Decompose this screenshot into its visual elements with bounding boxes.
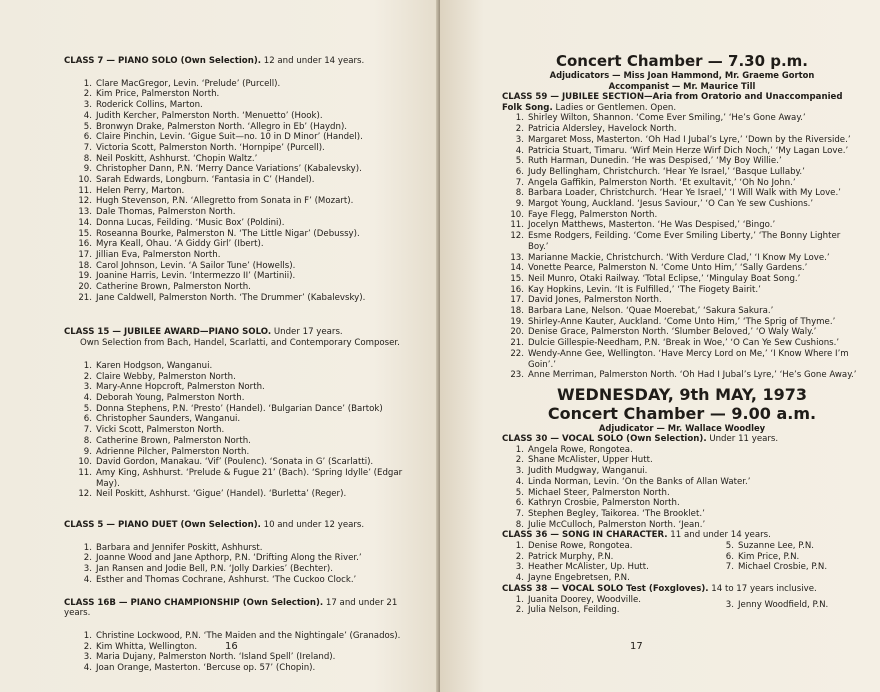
list-item: [502, 253, 862, 264]
list-item: [64, 186, 414, 197]
page-number-right: 17: [630, 641, 643, 652]
entry-text: Jenny Woodfield, P.N.: [738, 599, 829, 610]
entry-text: Kay Hopkins, Levin. ‘It is Fulfilled,’ ‘The Fiogety Bairit.’: [528, 284, 761, 295]
entry-text: Clare MacGregor, Levin. ‘Prelude’ (Purcell).: [96, 78, 281, 89]
entry-number: 4.: [515, 476, 524, 487]
two-column-list: [502, 595, 862, 616]
entry-text: Julie McCulloch, Palmerston North. ‘Jean.’: [528, 519, 706, 530]
entry-text: Catherine Brown, Palmerston North.: [96, 435, 251, 446]
list-item: [64, 132, 414, 143]
list-item: [502, 306, 862, 317]
entry-text: Kim Price, P.N.: [738, 551, 800, 562]
entry-number: 6.: [725, 551, 734, 562]
entry-number: 16.: [78, 239, 92, 250]
list-item: [502, 605, 712, 616]
session-title-evening: Concert Chamber — 7.30 p.m.: [555, 52, 809, 70]
list-item: [64, 111, 414, 122]
entry-number: 17.: [78, 249, 92, 260]
list-item: [64, 447, 414, 458]
entry-text: Michael Crosbie, P.N.: [738, 562, 828, 573]
entry-text: Carol Johnson, Levin. ‘A Sailor Tune’ (Howells).: [96, 260, 296, 271]
list-item: [64, 489, 414, 500]
list-item: [64, 207, 414, 218]
entry-number: 2.: [83, 641, 92, 652]
class-heading: CLASS 38 — VOCAL SOLO Test (Foxgloves). 14 to 17 years inclusive.: [502, 583, 817, 594]
entry-number: 3.: [83, 652, 92, 663]
list-item: [502, 455, 862, 466]
entry-number: 6.: [83, 414, 92, 425]
entry-number: 19.: [510, 316, 524, 327]
entry-text: Esther and Thomas Cochrane, Ashhurst. ‘The Cuckoo Clock.’: [96, 574, 357, 585]
entry-number: 1.: [83, 360, 92, 371]
entry-number: 5.: [515, 156, 524, 167]
list-item: [502, 178, 862, 189]
list-item: [502, 295, 862, 306]
accompanist-line: Accompanist — Mr. Maurice Till: [608, 81, 756, 91]
entry-text: Amy King, Ashhurst. ‘Prelude & Fugue 21’ (Bach). ‘Spring Idylle’ (Edgar May).: [96, 467, 403, 489]
list-item: [502, 349, 862, 370]
list-item: [502, 338, 862, 349]
entry-text: Christopher Dann, P.N. ‘Merry Dance Variations’ (Kabalevsky).: [96, 164, 362, 175]
entry-text: Helen Perry, Marton.: [96, 185, 185, 196]
entry-number: 9.: [515, 199, 524, 210]
entry-number: 8.: [83, 153, 92, 164]
class-heading: CLASS 5 — PIANO DUET (Own Selection). 10 and under 12 years.: [64, 520, 365, 531]
entry-number: 4.: [83, 392, 92, 403]
entry-text: Anne Merriman, Palmerston North. ‘Oh Had I Jubal’s Lyre,’ ‘He’s Gone Away.’: [528, 370, 857, 381]
entry-text: Neil Poskitt, Ashhurst. ‘Gigue’ (Handel). ‘Burletta’ (Reger).: [96, 489, 347, 500]
right-page-content: [502, 52, 862, 616]
entry-number: 1.: [83, 78, 92, 89]
entry-number: 9.: [83, 446, 92, 457]
entry-text: Mary-Anne Hopcroft, Palmerston North.: [96, 382, 265, 393]
list-item: [502, 220, 862, 231]
list-item: [502, 285, 862, 296]
entry-text: Angela Gaffikin, Palmerston North. ‘Et exultavit,’ ‘Oh No John.’: [528, 177, 796, 188]
list-item: [64, 663, 414, 674]
list-item: [712, 600, 862, 611]
class-heading: CLASS 16B — PIANO CHAMPIONSHIP (Own Selection). 17 and under 21 years.: [64, 597, 398, 619]
entry-number: 22.: [510, 348, 524, 359]
entry-number: 10.: [78, 175, 92, 186]
entry-number: 6.: [515, 166, 524, 177]
list-item: [502, 445, 862, 456]
list-item: [502, 466, 862, 477]
entry-number: 12.: [78, 196, 92, 207]
list-item: [502, 210, 862, 221]
entry-text: Kathryn Crosbie, Palmerston North.: [528, 498, 680, 509]
entry-text: Marianne Mackie, Christchurch. ‘With Verdure Clad,’ ‘I Know My Love.’: [528, 252, 830, 263]
entry-number: 1.: [515, 541, 524, 552]
list-item: [502, 146, 862, 157]
entry-number: 5.: [515, 487, 524, 498]
entry-number: 7.: [515, 177, 524, 188]
entry-list: [64, 79, 414, 304]
entry-text: Judith Kercher, Palmerston North. ‘Menuetto’ (Hook).: [96, 110, 323, 121]
entry-number: 3.: [515, 466, 524, 477]
entry-list: [502, 113, 862, 381]
list-item: [502, 188, 862, 199]
list-item: [502, 573, 712, 584]
list-item: [64, 404, 414, 415]
entry-text: Shirley Wilton, Shannon. ‘Come Ever Smiling,’ ‘He’s Gone Away.’: [528, 113, 806, 124]
entry-number: 4.: [83, 110, 92, 121]
entry-number: 21.: [78, 292, 92, 303]
entry-text: Donna Lucas, Feilding. ‘Music Box’ (Poldini).: [96, 217, 285, 228]
entry-number: 23.: [510, 370, 524, 381]
list-item: [64, 89, 414, 100]
list-item: [502, 135, 862, 146]
entry-text: Barbara Lane, Nelson. ‘Quae Moerebat,’ ‘Sakura Sakura.’: [528, 306, 774, 317]
entry-number: 5.: [83, 403, 92, 414]
entry-text: Judith Mudgway, Wanganui.: [528, 466, 648, 477]
entry-text: Dale Thomas, Palmerston North.: [96, 207, 236, 218]
entry-number: 16.: [510, 284, 524, 295]
entry-number: 4.: [515, 573, 524, 584]
list-item: [64, 271, 414, 282]
entry-text: Joanne Wood and Jane Apthorp, P.N. ‘Drifting Along the River.’: [96, 553, 362, 564]
list-item: [64, 282, 414, 293]
list-item: [64, 543, 414, 554]
list-item: [502, 199, 862, 210]
list-item: [502, 263, 862, 274]
list-item: [502, 274, 862, 285]
entry-number: 3.: [515, 562, 524, 573]
list-item: [502, 167, 862, 178]
entry-number: 12.: [78, 489, 92, 500]
entry-text: Joan Orange, Masterton. ‘Bercuse op. 57’ (Chopin).: [96, 663, 316, 674]
list-item: [64, 631, 414, 642]
entry-number: 19.: [78, 271, 92, 282]
entry-text: Jocelyn Matthews, Masterton. ‘He Was Despised,’ ‘Bingo.’: [528, 220, 776, 231]
list-item: [502, 156, 862, 167]
list-item: [64, 564, 414, 575]
entry-number: 5.: [83, 121, 92, 132]
entry-text: Catherine Brown, Palmerston North.: [96, 282, 251, 293]
entry-text: Faye Flegg, Palmerston North.: [528, 209, 658, 220]
list-item: [64, 229, 414, 240]
entry-number: 2.: [515, 455, 524, 466]
entry-number: 1.: [83, 630, 92, 641]
entry-number: 10.: [510, 209, 524, 220]
entry-number: 1.: [515, 594, 524, 605]
list-item: [64, 468, 414, 489]
entry-text: Hugh Stevenson, P.N. ‘Allegretto from Sonata in F’ (Mozart).: [96, 196, 354, 207]
entry-number: 3.: [83, 564, 92, 575]
entry-list-col1: [502, 541, 712, 584]
list-item: [712, 562, 862, 573]
list-item: [64, 414, 414, 425]
entry-text: Denise Grace, Palmerston North. ‘Slumber Beloved,’ ‘O Waly Waly.’: [528, 327, 817, 338]
entry-text: Esme Rodgers, Feilding. ‘Come Ever Smiling Liberty,’ ‘The Bonny Lighter Boy.’: [528, 231, 841, 252]
list-item: [64, 122, 414, 133]
entry-number: 7.: [83, 142, 92, 153]
list-item: [64, 575, 414, 586]
list-item: [64, 652, 414, 663]
list-item: [64, 261, 414, 272]
entry-list: [64, 631, 414, 674]
entry-text: Claire Webby, Palmerston North.: [96, 371, 236, 382]
entry-text: Shane McAlister, Upper Hutt.: [528, 455, 653, 466]
entry-number: 3.: [83, 100, 92, 111]
entry-text: Adrienne Pilcher, Palmerston North.: [96, 446, 250, 457]
two-column-list: [502, 541, 862, 584]
list-item: [502, 327, 862, 338]
entry-text: Roseanna Bourke, Palmerston N. ‘The Little Nigar’ (Debussy).: [96, 228, 360, 239]
entry-number: 11.: [510, 220, 524, 231]
list-item: [64, 79, 414, 90]
entry-text: Roderick Collins, Marton.: [96, 100, 203, 111]
entry-text: Juanita Doorey, Woodville.: [528, 594, 641, 605]
list-item: [502, 113, 862, 124]
entry-number: 4.: [83, 574, 92, 585]
entry-number: 3.: [725, 599, 734, 610]
class-heading: CLASS 15 — JUBILEE AWARD—PIANO SOLO. Under 17 years.: [64, 327, 343, 338]
list-item: [502, 595, 712, 606]
list-item: [64, 175, 414, 186]
list-item: [502, 488, 862, 499]
class-heading: CLASS 7 — PIANO SOLO (Own Selection). 12 and under 14 years.: [64, 56, 365, 66]
entry-number: 20.: [78, 282, 92, 293]
entry-text: Bronwyn Drake, Palmerston North. ‘Allegro in Eb’ (Haydn).: [96, 121, 348, 132]
entry-text: Donna Stephens, P.N. ‘Presto’ (Handel). ‘Bulgarian Dance’ (Bartok): [96, 403, 383, 414]
list-item: [64, 239, 414, 250]
list-item: [712, 552, 862, 563]
entry-text: Claire Pinchin, Levin. ‘Gigue Suit—no. 10 in D Minor’ (Handel).: [96, 132, 363, 143]
entry-text: Vonette Pearce, Palmerston N. ‘Come Unto Him,’ ‘Sally Gardens.’: [528, 263, 808, 274]
right-page: [440, 0, 880, 692]
entry-number: 14.: [510, 263, 524, 274]
entry-number: 18.: [78, 260, 92, 271]
entry-text: Karen Hodgson, Wanganui.: [96, 360, 213, 371]
entry-text: Shirley-Anne Kauter, Auckland. ‘Come Unto Him,’ ‘The Sprig of Thyme.’: [528, 316, 836, 327]
entry-number: 4.: [83, 663, 92, 674]
entry-text: Wendy-Anne Gee, Wellington. ‘Have Mercy Lord on Me,’ ‘I Know Where I’m Goin’.’: [528, 348, 849, 370]
entry-number: 6.: [83, 132, 92, 143]
entry-number: 3.: [83, 382, 92, 393]
list-item: [64, 372, 414, 383]
class-heading: CLASS 59 — JUBILEE SECTION—Aria from Oratorio and Unaccompanied Folk Song. Ladies or Gentlemen. Open.: [502, 92, 843, 113]
entry-text: Linda Norman, Levin. ‘On the Banks of Allan Water.’: [528, 476, 751, 487]
entry-text: Ruth Harman, Dunedin. ‘He was Despised,’ ‘My Boy Willie.’: [528, 156, 782, 167]
entry-number: 5.: [725, 541, 734, 552]
entry-number: 1.: [83, 542, 92, 553]
entry-text: Margaret Moss, Masterton. ‘Oh Had I Jubal’s Lyre,’ ‘Down by the Riverside.’: [528, 134, 851, 145]
entry-number: 1.: [515, 113, 524, 124]
list-item: [502, 498, 862, 509]
entry-text: Stephen Begley, Taikorea. ‘The Brooklet.’: [528, 508, 705, 519]
entry-text: Julia Nelson, Feilding.: [528, 605, 620, 616]
entry-list-col1: [502, 595, 712, 616]
entry-text: Deborah Young, Palmerston North.: [96, 392, 245, 403]
entry-text: Patricia Aldersley, Havelock North.: [528, 124, 677, 135]
entry-number: 13.: [78, 207, 92, 218]
list-item: [64, 553, 414, 564]
list-item: [64, 393, 414, 404]
entry-number: 14.: [78, 217, 92, 228]
entry-list: [64, 361, 414, 500]
left-page-content: [64, 56, 414, 674]
entry-number: 20.: [510, 327, 524, 338]
list-item: [64, 100, 414, 111]
entry-number: 12.: [510, 231, 524, 242]
entry-number: 2.: [83, 89, 92, 100]
list-item: [502, 509, 862, 520]
entry-number: 8.: [515, 188, 524, 199]
entry-text: Jan Ransen and Jodie Bell, P.N. ‘Jolly Darkies’ (Bechter).: [96, 564, 333, 575]
entry-number: 10.: [78, 457, 92, 468]
list-item: [502, 477, 862, 488]
page-number-left: 16: [225, 641, 238, 652]
list-item: [64, 425, 414, 436]
list-item: [502, 231, 862, 252]
entry-text: Judy Bellingham, Christchurch. ‘Hear Ye Israel,’ ‘Basque Lullaby.’: [528, 166, 805, 177]
entry-number: 2.: [83, 553, 92, 564]
entry-text: Patricia Stuart, Timaru. ‘Wirf Mein Herze Wirf Dich Noch,’ ‘My Lagan Love.’: [528, 145, 849, 156]
entry-text: Barbara and Jennifer Poskitt, Ashhurst.: [96, 542, 263, 553]
entry-list: [64, 543, 414, 586]
list-item: [712, 541, 862, 552]
entry-number: 13.: [510, 252, 524, 263]
list-item: [64, 143, 414, 154]
entry-number: 1.: [515, 444, 524, 455]
entry-text: Christine Lockwood, P.N. ‘The Maiden and the Nightingale’ (Granados).: [96, 630, 401, 641]
class-heading: CLASS 36 — SONG IN CHARACTER. 11 and under 14 years.: [502, 530, 771, 541]
entry-text: Patrick Murphy, P.N.: [528, 551, 614, 562]
entry-number: 2.: [515, 551, 524, 562]
entry-text: Myra Keall, Ohau. ‘A Giddy Girl’ (Ibert).: [96, 239, 264, 250]
entry-number: 11.: [78, 467, 92, 478]
entry-number: 7.: [515, 508, 524, 519]
entry-number: 21.: [510, 338, 524, 349]
adjudicator-line: Adjudicator — Mr. Wallace Woodley: [598, 422, 766, 433]
entry-number: 11.: [78, 185, 92, 196]
entry-number: 3.: [515, 134, 524, 145]
list-item: [64, 642, 414, 653]
entry-number: 15.: [78, 228, 92, 239]
entry-number: 2.: [515, 124, 524, 135]
adjudicators-line: Adjudicators — Miss Joan Hammond, Mr. Graeme Gorton: [549, 70, 815, 80]
session-date: WEDNESDAY, 9th MAY, 1973: [556, 384, 808, 404]
entry-text: Joanine Harris, Levin. ‘Intermezzo II’ (Martinii).: [96, 271, 296, 282]
entry-list: [502, 445, 862, 531]
list-item: [64, 457, 414, 468]
entry-text: David Jones, Palmerston North.: [528, 295, 662, 306]
entry-number: 2.: [83, 371, 92, 382]
entry-text: Sarah Edwards, Longburn. ‘Fantasia in C’ (Handel).: [96, 175, 315, 186]
entry-text: Jillian Eva, Palmerston North.: [96, 249, 221, 260]
entry-number: 7.: [725, 562, 734, 573]
entry-text: Michael Steer, Palmerston North.: [528, 487, 670, 498]
entry-text: Heather McAlister, Up. Hutt.: [528, 562, 649, 573]
list-item: [64, 361, 414, 372]
entry-text: Kim Whitta, Wellington.: [96, 641, 198, 652]
entry-text: Suzanne Lee, P.N.: [738, 541, 814, 552]
list-item: [502, 520, 862, 531]
list-item: [64, 436, 414, 447]
list-item: [502, 541, 712, 552]
entry-number: 8.: [83, 435, 92, 446]
entry-number: 8.: [515, 519, 524, 530]
entry-text: Margot Young, Auckland. ‘Jesus Saviour,’ ‘O Can Ye sew Cushions.’: [528, 199, 814, 210]
list-item: [64, 196, 414, 207]
entry-number: 4.: [515, 145, 524, 156]
list-item: [502, 562, 712, 573]
entry-number: 7.: [83, 425, 92, 436]
list-item: [64, 250, 414, 261]
entry-text: Victoria Scott, Palmerston North. ‘Hornpipe’ (Purcell).: [96, 142, 325, 153]
entry-number: 2.: [515, 605, 524, 616]
entry-list-col2: [712, 595, 862, 616]
entry-text: Maria Dujany, Palmerston North. ‘Island Spell’ (Ireland).: [96, 652, 336, 663]
list-item: [64, 154, 414, 165]
entry-text: Dulcie Gillespie-Needham, P.N. ‘Break in Woe,’ ‘O Can Ye Sew Cushions.’: [528, 338, 840, 349]
class-heading: CLASS 30 — VOCAL SOLO (Own Selection). Under 11 years.: [502, 433, 779, 444]
class-note: Own Selection from Bach, Handel, Scarlatti, and Contemporary Composer.: [80, 338, 400, 349]
entry-number: 18.: [510, 306, 524, 317]
list-item: [502, 370, 862, 381]
list-item: [64, 164, 414, 175]
list-item: [502, 552, 712, 563]
entry-text: Jayne Engebretsen, P.N.: [528, 573, 630, 584]
entry-number: 9.: [83, 164, 92, 175]
list-item: [502, 124, 862, 135]
entry-number: 15.: [510, 273, 524, 284]
list-item: [64, 382, 414, 393]
entry-text: Christopher Saunders, Wanganui.: [96, 414, 241, 425]
list-item: [502, 317, 862, 328]
entry-text: Angela Rowe, Rongotea.: [528, 444, 633, 455]
list-item: [64, 293, 414, 304]
entry-text: Kim Price, Palmerston North.: [96, 89, 220, 100]
entry-text: Neil Poskitt, Ashhurst. ‘Chopin Waltz.’: [96, 153, 258, 164]
list-item: [64, 218, 414, 229]
entry-list-col2: [712, 541, 862, 584]
entry-text: Neil Munro, Otaki Railway. ‘Total Eclipse,’ ‘Mingulay Boat Song.’: [528, 273, 801, 284]
entry-number: 17.: [510, 295, 524, 306]
entry-text: Jane Caldwell, Palmerston North. ‘The Drummer’ (Kabalevsky).: [96, 292, 366, 303]
session-title-morning: Concert Chamber — 9.00 a.m.: [547, 403, 817, 423]
entry-number: 6.: [515, 498, 524, 509]
entry-text: Barbara Loader, Christchurch. ‘Hear Ye Israel,’ ‘I Will Walk with My Love.’: [528, 188, 841, 199]
entry-text: Denise Rowe, Rongotea.: [528, 541, 633, 552]
entry-text: David Gordon, Manakau. ‘Vif’ (Poulenc). ‘Sonata in G’ (Scarlatti).: [96, 457, 374, 468]
entry-text: Vicki Scott, Palmerston North.: [96, 425, 225, 436]
